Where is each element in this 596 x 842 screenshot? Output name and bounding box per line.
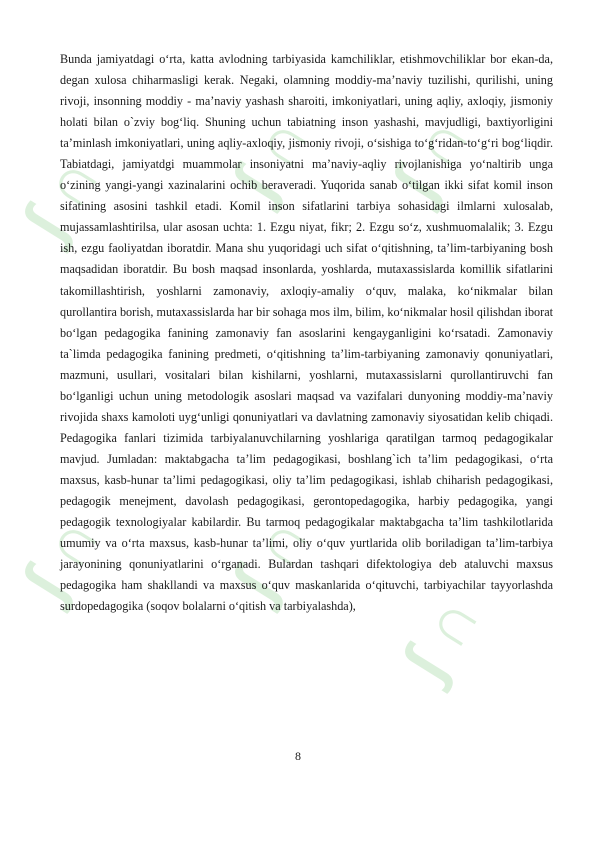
watermark: ∫ ∩: [218, 103, 323, 211]
watermark: ∫ ∩: [378, 103, 483, 211]
body-paragraph: Bunda jamiyatdagi o‘rta, katta avlodning tarbiyasida kamchiliklar, etishmovchiliklar bor ekan-da, degan xulosa chiharmasligi kerak. Negaki, olamning moddiy-ma’naviy tuzilishi, qurilishi, uning rivoji, insonning moddiy - ma’naviy yashash sharoiti, imkoniyatlari, uning aqliy, axloqiy, jismoniy holati bilan o`zviy bog‘liq. Shuning uchun tabiatning inson yashashi, mavjudligi, baxtiyorligini ta’minlash imkoniyatlari, uning aqliy-axloqiy, jismoniy rivoji, o‘sishiga to‘g‘ridan-to‘g‘ri bog‘liqdir. Tabiatdagi, jamiyatdgi muammolar insoniyatni ma’naviy-aqliy rivojlanishiga yo‘naltirib unga o‘zining yangi-yangi xazinalarini ochib beraveradi. Yuqorida sanab o‘tilgan ikki sifat komil inson sifatining asosini tashkil etadi. Komil inson sifatlarini tarbiya sohasidagi ilmlarni xulosalab, mujassamlashtirilsa, ular asosan uchta: 1. Ezgu niyat, fikr; 2. Ezgu so‘z, xushmuomalalik; 3. Ezgu ish, ezgu faoliyatdan iboratdir. Mana shu yuqoridagi uch sifat o‘qitishning, ta’lim-tarbiyaning bosh maqsadidan iboratdir. Bu bosh maqsad insonlarda, yoshlarda, mutaxassislarda komillik sifatlarini takomillashtirish, yoshlarni zamonaviy, axloqiy-amaliy o‘quv, malaka, ko‘nikmalar bilan qurollantira borish, mutaxassislarda har bir sohaga mos ilm, bilim, ko‘nikmalar hosil qilishdan iborat bo‘lgan pedagogika fanining zamonaviy fan asoslarini kengayganligini ko‘rsatadi. Zamonaviy ta`limda pedagogika fanining predmeti, o‘qitishning ta’lim-tarbiyaning zamonaviy qonuniyatlari, mazmuni, usullari, vositalari bilan kishilarni, yoshlarni, mutaxassislarni qurollantiruvchi fan bo‘lganligi uchun uning metodologik asoslari maqsad va vazifalari dunyoning moddiy-ma’naviy rivojida shaxs kamoloti uyg‘unligi qonuniyatlari va davlatning zamonaviy siyosatidan kelib chiqadi. Pedagogika fanlari tizimida tarbiyalanuvchilarning yoshlariga qaratilgan tarmoq pedagogikalar mavjud. Jumladan: maktabgacha ta’lim pedagogikasi, boshlang`ich ta’lim pedagogikasi, o‘rta maxsus, kasb-hunar ta’limi pedagogikasi, oliy ta’lim pedagogikasi, ishlab chiharish pedagogikasi, pedagogik menejment, davolash pedagogikasi, gerontopedagogika, harbiy pedagogika, yangi pedagogik texnologiyalar kabilardir. Bu tarmoq pedagogikalar maktabgacha ta’lim tashkilotlarida umumiy va o‘rta maxsus, kasb-hunar ta’limi, oliy o‘quv yurtlarida olib boriladigan ta’lim-tarbiya jarayonining qonuniyatlarini o‘rganadi. Bulardan tashqari difektologiya deb ataluvchi maxsus pedagogika ham shakllandi va maxsus o‘quv maskanlarida o‘qituvchi, tarbiyachilar tayyorlashda surdopedagogika (soqov bolalarni o‘qitish va tarbiyalashda),: [60, 52, 553, 614]
watermark: ∫ ∩: [8, 143, 113, 251]
page-number: 8: [295, 749, 301, 763]
watermark: ∫ ∩: [388, 583, 493, 691]
watermark: ∫ ∩: [8, 503, 113, 611]
watermark: ∫ ∩: [218, 503, 323, 611]
